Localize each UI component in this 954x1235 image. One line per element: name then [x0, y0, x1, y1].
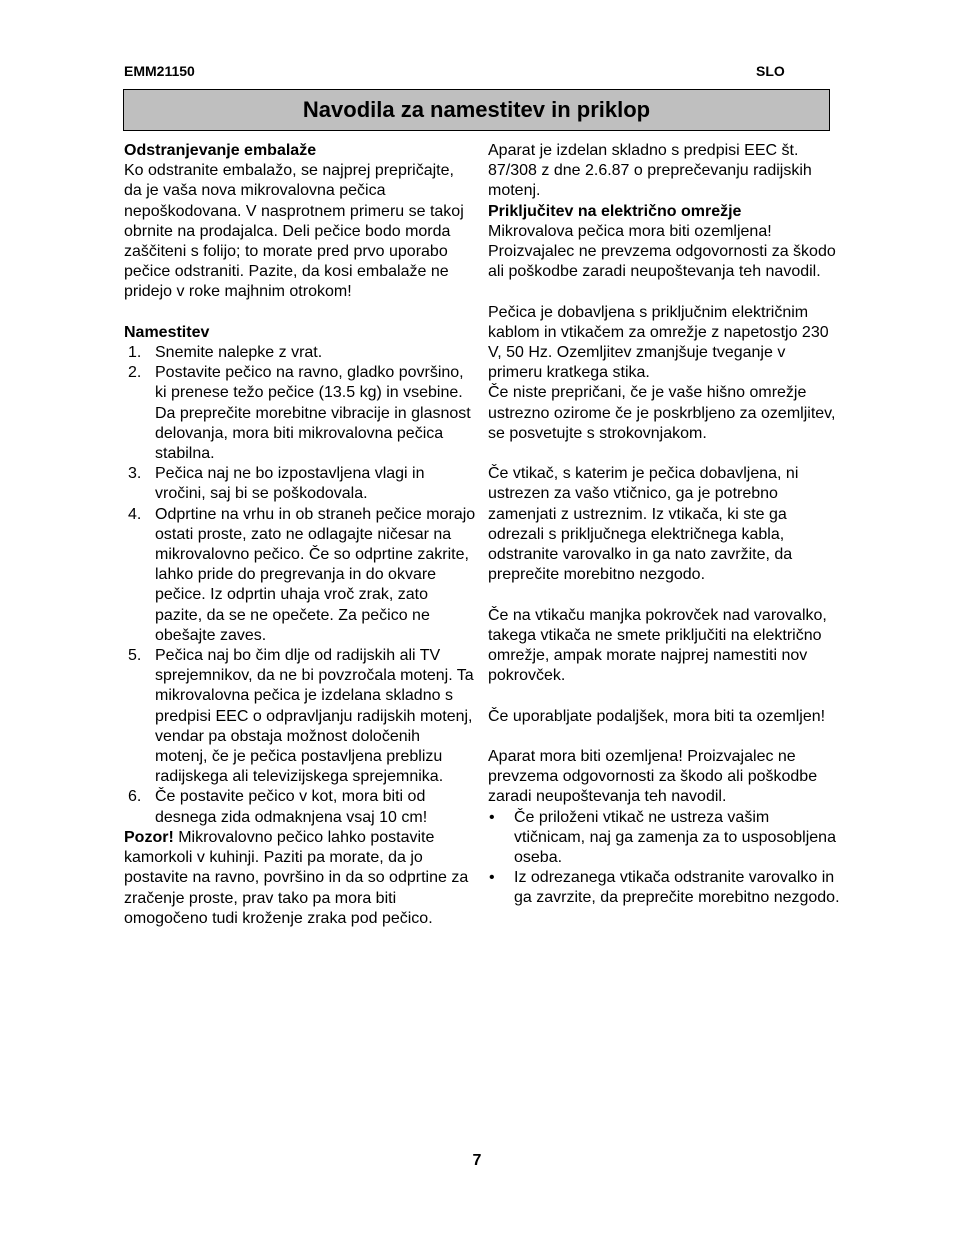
warning-text: Mikrovalovno pečico lahko postavite kamorkoli v kuhinji. Paziti pa morate, da jo postavite na ravno, površino in da so odprtine za zračenje proste, prav tako pa mora biti omogočeno tudi kroženje zraka pod pečico.	[124, 828, 469, 927]
unpack-heading: Odstranjevanje embalaže	[124, 142, 317, 159]
model-number: EMM21150	[124, 63, 195, 79]
page-number: 7	[472, 1152, 482, 1169]
spacer	[488, 282, 840, 302]
page-title: Navodila za namestitev in priklop	[302, 97, 651, 122]
list-item	[124, 363, 476, 464]
item-text: Odprtine na vrhu in ob straneh pečice morajo ostati proste, zato ne odlagajte ničesar na mikrovalovno pečico. Če so odprtine zakrite, lahko pride do pregrevanja in do okvare pečice. Iz odprtin uhaja vroč zrak, zato pazite, da se ne opečete. Za pečico ne obešajte zaves.	[155, 505, 476, 644]
spacer	[488, 444, 840, 464]
plug-paragraph: Če vtikač, s katerim je pečica dobavljena, ni ustrezen za vašo vtičnico, ga je potrebno zamenjati z ustreznim. Iz vtikača, ki ste ga odrezali s priključnega električnega kabla, odstranite varovalko in ga nato zavržite, da preprečite morebitno nezgodo.	[488, 465, 799, 584]
item-number: 4.	[128, 505, 142, 523]
item-text: Snemite nalepke z vrat.	[155, 344, 323, 362]
unpack-paragraph: Ko odstranite embalažo, se najprej prepričajte, da je vaša nova mikrovalovna pečica nepoškodovana. V nasprotnem primeru se takoj obrnite na prodajalca. Deli pečice bodo morda zaščiteni s folijo; to morate pred prvo uporabo pečice odstraniti. Pazite, da kosi embalaže ne pridejo v roke majhnim otrokom!	[124, 162, 464, 301]
warning-label: Pozor!	[124, 828, 174, 846]
list-item	[124, 787, 476, 827]
item-text: Če postavite pečico v kot, mora biti od desnega zida odmaknjena vsaj 10 cm!	[155, 788, 428, 826]
list-item	[124, 464, 476, 504]
item-number: 3.	[128, 465, 142, 483]
connect-heading: Priključitev na električno omrežje	[488, 202, 742, 220]
item-text: Pečica naj ne bo izpostavljena vlagi in vročini, saj bi se poškodovala.	[155, 465, 425, 503]
extension-paragraph: Če uporabljate podaljšek, mora biti ta ozemljen!	[488, 707, 826, 725]
list-item	[124, 343, 476, 363]
bullet-list	[488, 808, 840, 909]
connect-paragraph: Mikrovalova pečica mora biti ozemljena! Proizvajalec ne prevzema odgovornosti za škodo ali poškodbe zaradi neupoštevanja teh navodil.	[488, 222, 836, 281]
item-number: 1.	[128, 344, 142, 362]
title-bar	[123, 89, 830, 131]
left-column	[124, 141, 476, 929]
cover-paragraph: Če na vtikaču manjka pokrovček nad varovalko, takega vtikača ne smete priključiti na električno omrežje, ampak morate najprej namestiti nov pokrovček.	[488, 606, 827, 685]
ground-paragraph: Aparat mora biti ozemljena! Proizvajalec ne prevzema odgovornosti za škodo ali poškodbe zaradi neupoštevanja teh navodil.	[488, 748, 818, 806]
item-text: Pečica naj bo čim dlje od radijskih ali TV sprejemnikov, da ne bi povzročala motenj. Ta mikrovalovna pečica je izdelana skladno s predpisi EEC o odpravljanju radijskih motenj, vendar pa obstaja možnost določenih motenj, če je pečica postavljena preblizu radijskega ali televizijskega sprejemnika.	[155, 647, 474, 786]
spacer	[124, 303, 476, 323]
bullet-icon: •	[489, 869, 495, 887]
language-code: SLO	[756, 63, 785, 79]
right-column	[488, 141, 840, 909]
warning-paragraph	[124, 828, 476, 929]
list-item	[124, 646, 476, 787]
list-item	[124, 505, 476, 646]
cable-paragraph: Pečica je dobavljena s priključnim električnim kablom in vtikačem za omrežje z napetostjo 230 V, 50 Hz. Ozemljitev zmanjšuje tveganje v primeru kratkega stika.	[488, 303, 829, 382]
bullet-icon: •	[489, 808, 495, 826]
install-list	[124, 343, 476, 828]
item-text: Postavite pečico na ravno, gladko površino, ki prenese težo pečice (13.5 kg) in vsebine. Da preprečite morebitne vibracije in glasnost delovanja, mora biti mikrovalovna pečica stabilna.	[155, 364, 471, 463]
item-text: Če priloženi vtikač ne ustreza vašim vtičnicam, naj ga zamenja za to usposobljena oseba.	[514, 808, 836, 867]
item-text: Iz odrezanega vtikača odstranite varovalko in ga zavrzite, da preprečite morebitno nezgodo.	[514, 869, 840, 907]
item-number: 5.	[128, 647, 142, 665]
eec-paragraph: Aparat je izdelan skladno s predpisi EEC št. 87/308 z dne 2.6.87 o preprečevanju radijskih motenj.	[488, 142, 812, 200]
list-item	[488, 808, 840, 869]
item-number: 2.	[128, 364, 142, 382]
item-number: 6.	[128, 788, 142, 806]
spacer	[488, 727, 840, 747]
spacer	[488, 686, 840, 706]
install-heading: Namestitev	[124, 323, 210, 341]
unsure-paragraph: Če niste prepričani, če je vaše hišno omrežje ustrezno ozirome če je poskrbljeno za ozemljitev, se posvetujte s strokovnjakom.	[488, 384, 836, 442]
list-item	[488, 868, 840, 908]
spacer	[488, 585, 840, 605]
